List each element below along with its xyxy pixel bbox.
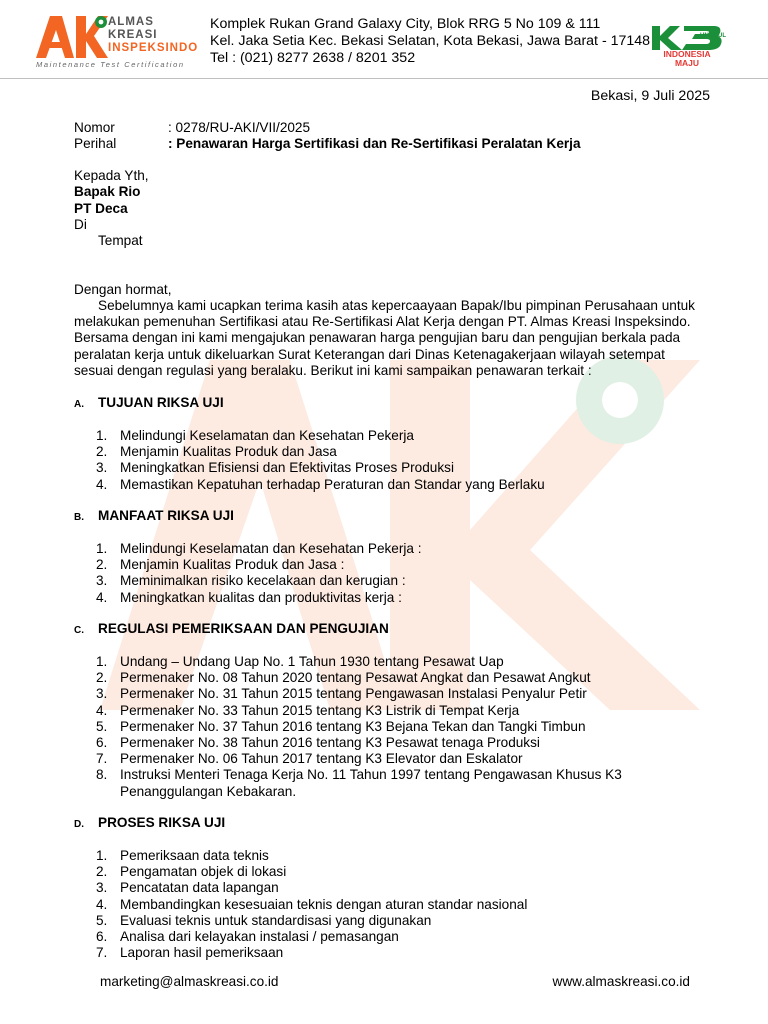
list-item — [96, 913, 527, 929]
list-number: 5. — [96, 718, 108, 734]
perihal-label: Perihal — [74, 136, 117, 151]
list-number: 5. — [96, 912, 108, 928]
k3-subtitle — [655, 50, 719, 68]
list-item — [96, 719, 622, 735]
company-name-line3: INSPEKSINDO — [108, 42, 199, 54]
address-line2: Kel. Jaka Setia Kec. Bekasi Selatan, Kota Bekasi, Jawa Barat - 17148 — [210, 33, 651, 49]
company-name-line1: ALMAS — [108, 16, 154, 28]
list-number: 4. — [96, 476, 108, 492]
list-number: 4. — [96, 702, 108, 718]
list-number: 2. — [96, 670, 108, 686]
list-item — [96, 477, 545, 493]
company-name-line2: KREASI — [108, 29, 158, 41]
list-text: Evaluasi teknis untuk standardisasi yang digunakan — [120, 912, 432, 928]
intro-line4: peralatan kerja untuk dikeluarkan Surat Keterangan dari Dinas Ketenagakerjaan wilayah setempat — [74, 346, 665, 362]
list-text: Meminimalkan risiko kecelakaan dan kerugian : — [120, 573, 406, 589]
section-letter: D. — [74, 819, 84, 830]
address-line1: Komplek Rukan Grand Galaxy City, Blok RRG 5 No 109 & 111 — [210, 16, 601, 32]
list-text: Permenaker No. 08 Tahun 2020 tentang Pesawat Angkat dan Pesawat Angkut — [120, 670, 591, 686]
list-text: Meningkatkan Efisiensi dan Efektivitas Proses Produksi — [120, 460, 454, 476]
list-text: Menjamin Kualitas Produk dan Jasa — [120, 444, 337, 460]
list-text: Permenaker No. 33 Tahun 2015 tentang K3 Listrik di Tempat Kerja — [120, 702, 520, 718]
phone-line: Tel : (021) 8277 2638 / 8201 352 — [210, 50, 416, 66]
k3-badge-text: UNGGUL — [700, 33, 726, 39]
recipient-place: Tempat — [98, 233, 143, 248]
list-item — [96, 686, 622, 702]
footer-email-link[interactable]: marketing@almaskreasi.co.id — [100, 974, 279, 989]
list-item — [96, 929, 527, 945]
section-letter: B. — [74, 512, 84, 523]
list-item — [96, 590, 422, 606]
list-item — [96, 767, 622, 799]
list-number: 1. — [96, 541, 108, 556]
list-number: 4. — [96, 896, 108, 912]
header-divider — [0, 78, 768, 79]
section-title: REGULASI PEMERIKSAAN DAN PENGUJIAN — [98, 621, 389, 636]
list-number: 1. — [96, 428, 108, 443]
recipient-di: Di — [74, 217, 87, 232]
section-a-heading — [74, 395, 224, 410]
list-text: Pengamatan objek di lokasi — [120, 864, 287, 880]
section-d-heading — [74, 815, 225, 830]
list-item — [96, 735, 622, 751]
list-item — [96, 670, 622, 686]
section-d-list — [96, 848, 527, 961]
list-text: Analisa dari kelayakan instalasi / pemasangan — [120, 929, 399, 945]
section-letter: C. — [74, 625, 84, 636]
list-text: Memastikan Kepatuhan terhadap Peraturan dan Standar yang Berlaku — [120, 476, 545, 492]
list-item — [96, 864, 527, 880]
list-number: 2. — [96, 444, 108, 460]
k3-line2: MAJU — [674, 58, 700, 68]
intro-line1: Sebelumnya kami ucapkan terima kasih atas kepercaayaan Bapak/Ibu pimpinan Perusahaan untuk — [98, 298, 695, 313]
list-number: 7. — [96, 945, 108, 961]
list-number: 1. — [96, 848, 108, 863]
list-text: Pencatatan data lapangan — [120, 880, 279, 896]
list-item — [96, 541, 422, 557]
list-text: Laporan hasil pemeriksaan — [120, 945, 284, 961]
intro-line5: sesuai dengan regulasi yang beralaku. Berikut ini kami sampaikan penawaran terkait : — [74, 362, 592, 378]
list-item — [96, 654, 622, 670]
list-item — [96, 557, 422, 573]
k3-line1: INDONESIA — [663, 49, 711, 59]
list-number: 8. — [96, 767, 108, 783]
list-number: 7. — [96, 751, 108, 767]
list-text: Undang – Undang Uap No. 1 Tahun 1930 tentang Pesawat Uap — [120, 654, 504, 669]
list-text: Meningkatkan kualitas dan produktivitas kerja : — [120, 589, 402, 605]
section-a-list — [96, 428, 545, 493]
company-logo-icon — [36, 14, 108, 58]
section-c-heading — [74, 621, 389, 636]
list-text-continued: Penanggulangan Kebakaran. — [120, 783, 297, 799]
list-text: Permenaker No. 31 Tahun 2015 tentang Pengawasan Instalasi Penyalur Petir — [120, 686, 587, 702]
intro-line2: melakukan pemenuhan Sertifikasi atau Re-Sertifikasi Alat Kerja dengan PT. Almas Kreasi Inspeksindo. — [74, 314, 691, 330]
company-tagline: Maintenance Test Certification — [36, 60, 185, 69]
nomor-row — [74, 120, 310, 135]
list-text: Membandingkan kesesuaian teknis dengan aturan standar nasional — [120, 896, 528, 912]
list-text: Melindungi Keselamatan dan Kesehatan Pekerja : — [120, 541, 422, 556]
list-number: 6. — [96, 929, 108, 945]
list-number: 3. — [96, 686, 108, 702]
company-name — [108, 16, 198, 55]
section-letter: A. — [74, 399, 84, 410]
recipient-name: Bapak Rio — [74, 184, 141, 199]
section-b-heading — [74, 508, 234, 523]
list-item — [96, 848, 527, 864]
list-item — [96, 751, 622, 767]
section-b-list — [96, 541, 422, 606]
list-text: Pemeriksaan data teknis — [120, 848, 269, 863]
list-item — [96, 573, 422, 589]
list-number: 3. — [96, 460, 108, 476]
list-number: 3. — [96, 573, 108, 589]
intro-paragraph — [74, 298, 714, 379]
nomor-value: : 0278/RU-AKI/VII/2025 — [168, 120, 311, 135]
list-item — [96, 428, 545, 444]
salutation: Dengan hormat, — [74, 282, 172, 297]
list-number: 2. — [96, 864, 108, 880]
list-text: Permenaker No. 37 Tahun 2016 tentang K3 Bejana Tekan dan Tangki Timbun — [120, 718, 586, 734]
list-number: 2. — [96, 557, 108, 573]
list-item — [96, 703, 622, 719]
list-item — [96, 945, 527, 961]
list-text: Menjamin Kualitas Produk dan Jasa : — [120, 557, 345, 573]
company-address — [210, 16, 650, 67]
list-item — [96, 444, 545, 460]
footer-website-link[interactable]: www.almaskreasi.co.id — [552, 974, 690, 989]
perihal-value: : Penawaran Harga Sertifikasi dan Re-Sertifikasi Peralatan Kerja — [168, 136, 581, 151]
list-number: 6. — [96, 735, 108, 751]
list-item — [96, 460, 545, 476]
section-title: PROSES RIKSA UJI — [98, 815, 226, 830]
perihal-row — [74, 136, 581, 151]
list-text: Permenaker No. 38 Tahun 2016 tentang K3 Pesawat tenaga Produksi — [120, 735, 540, 751]
letter-date: Bekasi, 9 Juli 2025 — [590, 88, 710, 104]
section-c-list — [96, 654, 622, 800]
list-text: Melindungi Keselamatan dan Kesehatan Pekerja — [120, 428, 414, 443]
section-title: MANFAAT RIKSA UJI — [98, 508, 234, 523]
list-number: 4. — [96, 589, 108, 605]
list-item — [96, 897, 527, 913]
list-text: Instruksi Menteri Tenaga Kerja No. 11 Tahun 1997 tentang Pengawasan Khusus K3 — [120, 767, 622, 783]
list-number: 3. — [96, 880, 108, 896]
recipient-greeting: Kepada Yth, — [74, 168, 149, 183]
section-title: TUJUAN RIKSA UJI — [98, 395, 224, 410]
list-text: Permenaker No. 06 Tahun 2017 tentang K3 Elevator dan Eskalator — [120, 751, 523, 767]
intro-line3: Bersama dengan ini kami mengajukan penawaran harga pengujian baru dan pengujian berkala pada — [74, 330, 681, 346]
recipient-company: PT Deca — [74, 201, 128, 216]
list-item — [96, 880, 527, 896]
nomor-label: Nomor — [74, 120, 115, 135]
list-number: 1. — [96, 654, 108, 669]
